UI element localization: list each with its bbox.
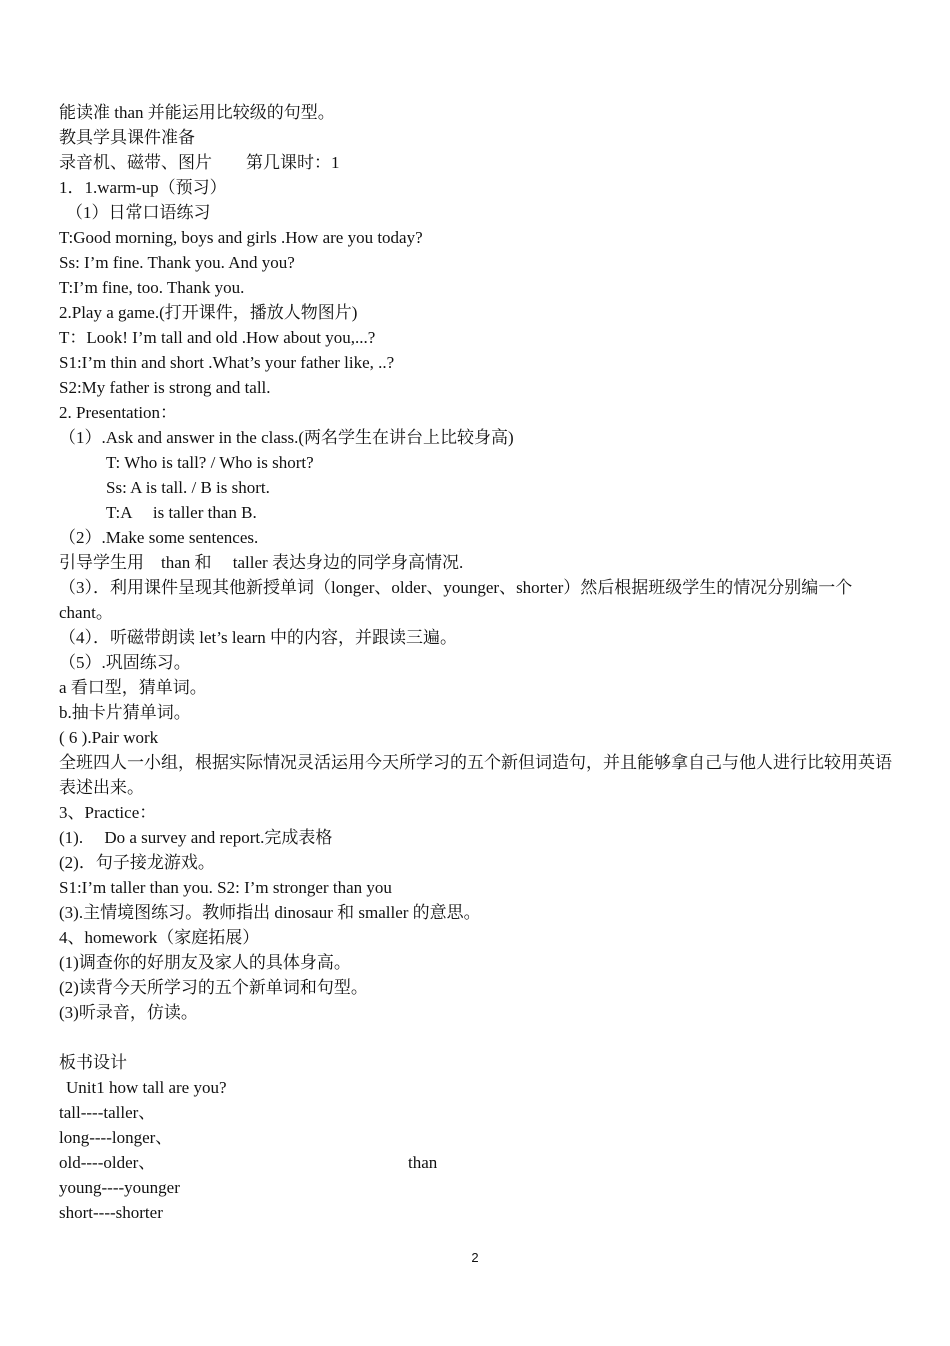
text-line: T:A is taller than B. bbox=[106, 503, 257, 522]
text-line: ( 6 ).Pair work bbox=[59, 728, 159, 747]
text-line: S1:I’m taller than you. S2: I’m stronger than you bbox=[59, 878, 392, 897]
text-line: (3).主情境图练习。教师指出 dinosaur 和 smaller 的意思。 bbox=[59, 903, 481, 922]
board-word: old----older、 bbox=[59, 1153, 156, 1172]
text-line: （4）．听磁带朗读 let’s learn 中的内容，并跟读三遍。 bbox=[59, 628, 458, 647]
text-line: Ss: I’m fine. Thank you. And you? bbox=[59, 253, 295, 272]
text-line: (1)调查你的好朋友及家人的具体身高。 bbox=[59, 953, 351, 972]
text-line: 录音机、磁带、图片 第几课时：1 bbox=[59, 153, 340, 172]
board-word: tall----taller、 bbox=[59, 1103, 156, 1122]
text-paragraph: 全班四人一小组，根据实际情况灵活运用今天所学习的五个新但词造句，并且能够拿自己与他人进行比较用英语表述出来。 bbox=[59, 753, 892, 797]
text-line: S1:I’m thin and short .What’s your father like, ..? bbox=[59, 353, 395, 372]
text-line: b.抽卡片猜单词。 bbox=[59, 703, 191, 722]
text-line: 1．1.warm-up（预习） bbox=[59, 178, 227, 197]
text-line: Ss: A is tall. / B is short. bbox=[106, 478, 270, 497]
text-line: T：Look! I’m tall and old .How about you,...? bbox=[59, 328, 376, 347]
text-line: 2.Play a game.(打开课件，播放人物图片) bbox=[59, 303, 358, 322]
text-paragraph: （3）．利用课件呈现其他新授单词（longer、older、younger、shorter）然后根据班级学生的情况分别编一个 chant。 bbox=[59, 578, 853, 622]
text-line: （5）.巩固练习。 bbox=[59, 653, 191, 672]
text-line: 教具学具课件准备 bbox=[59, 128, 195, 147]
board-design-heading: 板书设计 bbox=[59, 1053, 127, 1072]
text-line: T: Who is tall? / Who is short? bbox=[106, 453, 314, 472]
text-line: (1). Do a survey and report.完成表格 bbox=[59, 828, 333, 847]
text-line: 能读准 than 并能运用比较级的句型。 bbox=[59, 103, 335, 122]
text-line: (2)．句子接龙游戏。 bbox=[59, 853, 215, 872]
section-heading: 2. Presentation： bbox=[59, 403, 178, 422]
text-line: (2)读背今天所学习的五个新单词和句型。 bbox=[59, 978, 368, 997]
text-line: (3)听录音，仿读。 bbox=[59, 1003, 198, 1022]
text-line: T:I’m fine, too. Thank you. bbox=[59, 278, 245, 297]
text-line: 引导学生用 than 和 taller 表达身边的同学身高情况. bbox=[59, 553, 464, 572]
board-title: Unit1 how tall are you? bbox=[66, 1078, 227, 1097]
text-line: T:Good morning, boys and girls .How are you today? bbox=[59, 228, 423, 247]
board-word: short----shorter bbox=[59, 1203, 163, 1222]
board-word: young----younger bbox=[59, 1178, 180, 1197]
text-line: a 看口型，猜单词。 bbox=[59, 678, 207, 697]
text-line: （1）日常口语练习 bbox=[66, 203, 211, 222]
section-heading: 3、Practice： bbox=[59, 803, 157, 822]
text-line: （1）.Ask and answer in the class.(两名学生在讲台上比较身高) bbox=[59, 428, 514, 447]
board-word: long----longer、 bbox=[59, 1128, 173, 1147]
section-heading: 4、homework（家庭拓展） bbox=[59, 928, 260, 947]
page-number: 2 bbox=[471, 1250, 479, 1265]
board-than-label: than bbox=[408, 1153, 438, 1172]
text-line: S2:My father is strong and tall. bbox=[59, 378, 271, 397]
text-line: （2）.Make some sentences. bbox=[59, 528, 259, 547]
